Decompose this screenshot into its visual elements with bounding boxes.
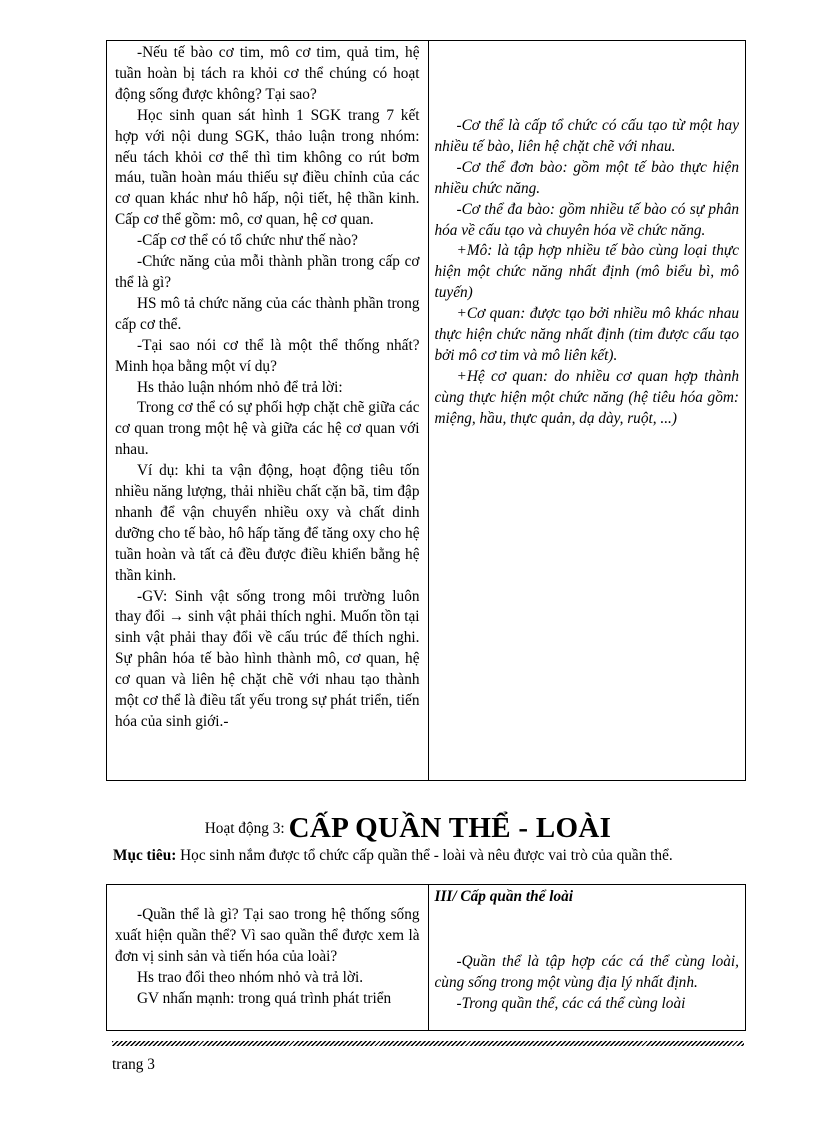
- paragraph: +Cơ quan: được tạo bởi nhiều mô khác nhau thực hiện chức năng nhất định (tim được cấu tạo bởi mô cơ tim và mô liên kết).: [434, 305, 739, 364]
- paragraph: -Chức năng của mỗi thành phần trong cấp cơ thể là gì?: [115, 253, 420, 291]
- paragraph: -Quần thể là gì? Tại sao trong hệ thống sống xuất hiện quần thể? Vì sao quần thể được xem là đơn vị sinh sản và tiến hóa của loài?: [115, 906, 420, 965]
- activity-title: CẤP QUẦN THỂ - LOÀI: [288, 812, 612, 844]
- paragraph: Trong cơ thể có sự phối hợp chặt chẽ giữa các cơ quan trong một hệ và giữa các hệ cơ quan với nhau.: [115, 399, 420, 459]
- paragraph: Học sinh quan sát hình 1 SGK trang 7 kết hợp với nội dung SGK, thảo luận trong nhóm: nếu tách khỏi cơ thể thì tim không co rút bơm máu, tuần hoàn máu thiếu sự điều chỉnh của các cơ quan khác như hô hấp, nội tiết, hệ thần kinh. Cấp cơ thể gồm: mô, cơ quan, hệ cơ quan.: [115, 106, 420, 229]
- lesson-table-body: [106, 40, 746, 781]
- paragraph: +Mô: là tập hợp nhiều tế bào cùng loại thực hiện một chức năng nhất định (mô biểu bì, mô tuyến): [434, 242, 739, 302]
- content-column: [428, 885, 746, 1031]
- paragraph: -Nếu tế bào cơ tim, mô cơ tim, quả tim, hệ tuần hoàn bị tách ra khỏi cơ thể chúng có hoạt động sống được không? Tại sao?: [115, 44, 420, 103]
- section-heading: III/ Cấp quần thể loài: [434, 888, 574, 905]
- paragraph: -Quần thể là tập hợp các cá thể cùng loài, cùng sống trong một vùng địa lý nhất định.: [434, 952, 739, 991]
- paragraph: HS mô tả chức năng của các thành phần trong cấp cơ thể.: [115, 294, 420, 333]
- paragraph: GV nhấn mạnh: trong quá trình phát triển: [137, 989, 392, 1007]
- activity-heading: [0, 812, 816, 845]
- page-number: trang 3: [112, 1056, 155, 1073]
- paragraph: -Tại sao nói cơ thể là một thể thống nhất? Minh họa bằng một ví dụ?: [115, 336, 420, 375]
- paragraph: -Cơ thể đơn bào: gồm một tế bào thực hiện nhiều chức năng.: [434, 158, 739, 197]
- paragraph: Hs thảo luận nhóm nhỏ để trả lời:: [137, 378, 343, 396]
- lesson-table-population: [106, 884, 746, 1031]
- objective-label: Mục tiêu:: [113, 847, 177, 864]
- teacher-student-activity-column: [107, 41, 429, 781]
- paragraph: -Trong quần thể, các cá thể cùng loài: [456, 994, 686, 1012]
- paragraph: -Cơ thể là cấp tổ chức có cấu tạo từ một hay nhiều tế bào, liên hệ chặt chẽ với nhau.: [434, 117, 739, 155]
- paragraph: Hs trao đổi theo nhóm nhỏ và trả lời.: [137, 968, 364, 986]
- paragraph: Ví dụ: khi ta vận động, hoạt động tiêu tốn nhiều năng lượng, thải nhiều chất cặn bã, tim đập nhanh để vận chuyển nhiều oxy và chất dinh dưỡng cho tế bào, hô hấp tăng để tăng oxy cho hệ tuần hoàn và tất cả đều được điều khiển bằng hệ thần kinh.: [115, 462, 420, 584]
- content-column: [428, 41, 746, 781]
- paragraph: -Cơ thể đa bào: gồm nhiều tế bào có sự phân hóa về cấu tạo và chuyên hóa về chức năng.: [434, 200, 739, 239]
- paragraph: -Cấp cơ thể có tổ chức như thế nào?: [137, 232, 358, 250]
- objective-text: Học sinh nắm được tổ chức cấp quần thể - loài và nêu được vai trò của quần thể.: [176, 847, 673, 864]
- paragraph: -GV: Sinh vật sống trong môi trường luôn thay đổi → sinh vật phải thích nghi. Muốn tồn tại sinh vật phải thay đổi về cấu trúc để thích nghi. Sự phân hóa tế bào hình thành mô, cơ quan, hệ cơ quan và liên hệ chặt chẽ với nhau tạo thành một cơ thể là điều tất yếu trong sự phát triển, tiến hóa của sinh giới.-: [115, 587, 420, 730]
- activity-label: Hoạt động 3:: [204, 820, 285, 837]
- teacher-student-activity-column: [107, 885, 429, 1031]
- paragraph: +Hệ cơ quan: do nhiều cơ quan hợp thành cùng thực hiện một chức năng (hệ tiêu hóa gồm: miệng, hầu, thực quản, dạ dày, ruột, ...): [434, 367, 739, 427]
- footer-divider: [112, 1041, 744, 1046]
- objective: [113, 847, 741, 865]
